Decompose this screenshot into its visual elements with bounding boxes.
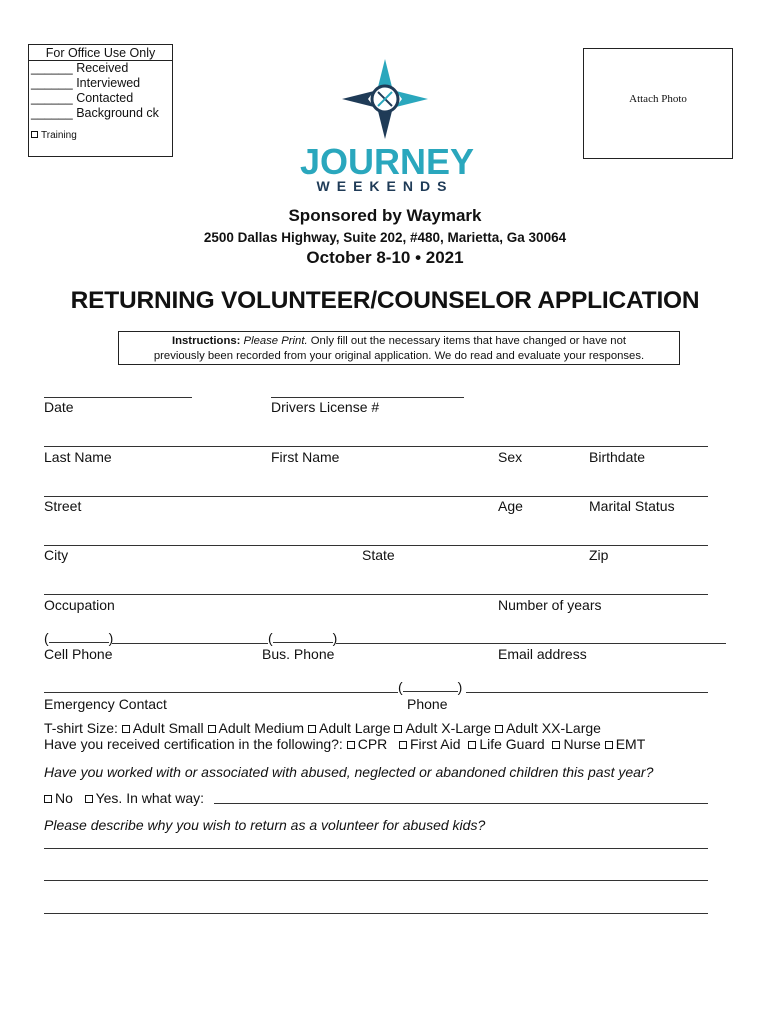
q1-answer-line[interactable]: [214, 803, 708, 804]
q1-no-option[interactable]: No: [44, 790, 73, 806]
cert-row: [44, 736, 645, 752]
question-abused-children: Have you worked with or associated with abused, neglected or abandoned children this past year?: [44, 764, 654, 780]
cell-area-code[interactable]: ( ): [44, 630, 114, 646]
instructions-box: [118, 331, 680, 365]
emergency-label: Emergency Contact: [44, 696, 167, 712]
q1-yes-option[interactable]: Yes. In what way:: [85, 790, 204, 806]
sponsor-line: Sponsored by Waymark: [288, 206, 482, 225]
state-label: State: [362, 547, 395, 563]
cert-option-nurse[interactable]: Nurse: [552, 736, 600, 752]
city-label: City: [44, 547, 69, 563]
attach-photo-box[interactable]: [583, 48, 733, 159]
page-title: RETURNING VOLUNTEER/COUNSELOR APPLICATION: [70, 287, 700, 314]
zip-label: Zip: [589, 547, 609, 563]
date-label: Date: [44, 399, 74, 415]
checkbox-icon[interactable]: [495, 725, 503, 733]
logo-journey-text: JOURNEY: [300, 141, 475, 182]
checkbox-icon[interactable]: [399, 741, 407, 749]
tshirt-option-small[interactable]: Adult Small: [122, 720, 204, 736]
years-label: Number of years: [498, 597, 602, 613]
emergency-area-code[interactable]: ( ): [398, 679, 463, 695]
tshirt-label: T-shirt Size:: [44, 720, 118, 736]
license-label: Drivers License #: [271, 399, 380, 415]
cert-option-cpr[interactable]: CPR: [347, 736, 388, 752]
checkbox-icon[interactable]: [208, 725, 216, 733]
cert-option-firstaid[interactable]: First Aid: [399, 736, 461, 752]
checkbox-icon[interactable]: [394, 725, 402, 733]
office-use-box: [28, 44, 173, 157]
answer-line-3[interactable]: [44, 913, 708, 914]
office-item-received[interactable]: ______ Received: [31, 61, 129, 75]
cert-option-emt[interactable]: EMT: [605, 736, 646, 752]
tshirt-option-medium[interactable]: Adult Medium: [208, 720, 305, 736]
tshirt-option-xlarge[interactable]: Adult X-Large: [394, 720, 491, 736]
checkbox-icon[interactable]: [122, 725, 130, 733]
checkbox-icon[interactable]: [85, 795, 93, 803]
attach-photo-label: Attach Photo: [629, 92, 687, 105]
tshirt-option-large[interactable]: Adult Large: [308, 720, 391, 736]
street-label: Street: [44, 498, 82, 514]
answer-line-1[interactable]: [44, 848, 708, 849]
office-item-background[interactable]: ______ Background ck: [31, 106, 159, 120]
name-line[interactable]: [44, 446, 708, 447]
birthdate-label: Birthdate: [589, 449, 646, 465]
checkbox-icon[interactable]: [468, 741, 476, 749]
cert-option-lifeguard[interactable]: Life Guard: [468, 736, 544, 752]
cell-label: Cell Phone: [44, 646, 113, 662]
occupation-line[interactable]: [44, 594, 708, 595]
office-use-title: For Office Use Only: [29, 45, 172, 61]
city-line[interactable]: [44, 545, 708, 546]
checkbox-icon[interactable]: [605, 741, 613, 749]
instructions-line1: Instructions: Please Print. Only fill out the necessary items that have changed or have not: [171, 335, 626, 347]
office-item-interviewed[interactable]: ______ Interviewed: [31, 76, 141, 90]
checkbox-icon[interactable]: [552, 741, 560, 749]
answer-line-2[interactable]: [44, 880, 708, 881]
office-item-contacted[interactable]: ______ Contacted: [31, 91, 134, 105]
compass-logo-icon: [338, 56, 432, 142]
age-label: Age: [498, 498, 523, 514]
checkbox-icon[interactable]: [308, 725, 316, 733]
address-line: 2500 Dallas Highway, Suite 202, #480, Marietta, Ga 30064: [203, 230, 567, 245]
street-line[interactable]: [44, 496, 708, 497]
training-checkbox[interactable]: Training: [31, 130, 77, 141]
bus-label: Bus. Phone: [262, 646, 335, 662]
compass-east-point: [396, 91, 428, 107]
instructions-line2: previously been recorded from your original application. We do read and evaluate your responses.: [153, 350, 645, 362]
checkbox-icon[interactable]: [347, 741, 355, 749]
checkbox-icon[interactable]: [44, 795, 52, 803]
sex-label: Sex: [498, 449, 523, 465]
logo-weekends-text: WEEKENDS: [316, 178, 454, 194]
phone-label: Phone: [407, 696, 448, 712]
compass-west-point: [342, 91, 374, 107]
occupation-label: Occupation: [44, 597, 115, 613]
bus-area-code[interactable]: ( ): [268, 630, 338, 646]
tshirt-option-xxlarge[interactable]: Adult XX-Large: [495, 720, 601, 736]
email-label: Email address: [498, 646, 587, 662]
question-why-return: Please describe why you wish to return as a volunteer for abused kids?: [44, 817, 486, 833]
cert-label: Have you received certification in the following?:: [44, 736, 343, 752]
marital-label: Marital Status: [589, 498, 675, 514]
cell-line[interactable]: [112, 643, 268, 644]
emergency-phone-line[interactable]: [466, 692, 708, 693]
license-line[interactable]: [271, 397, 464, 398]
q1-answer-row: [44, 790, 204, 806]
emergency-line[interactable]: [44, 692, 398, 693]
tshirt-row: [44, 720, 601, 736]
checkbox-icon[interactable]: [31, 131, 38, 138]
event-dates: October 8-10 • 2021: [306, 248, 464, 267]
last-name-label: Last Name: [44, 449, 112, 465]
date-line[interactable]: [44, 397, 192, 398]
first-name-label: First Name: [271, 449, 340, 465]
bus-email-line[interactable]: [336, 643, 726, 644]
